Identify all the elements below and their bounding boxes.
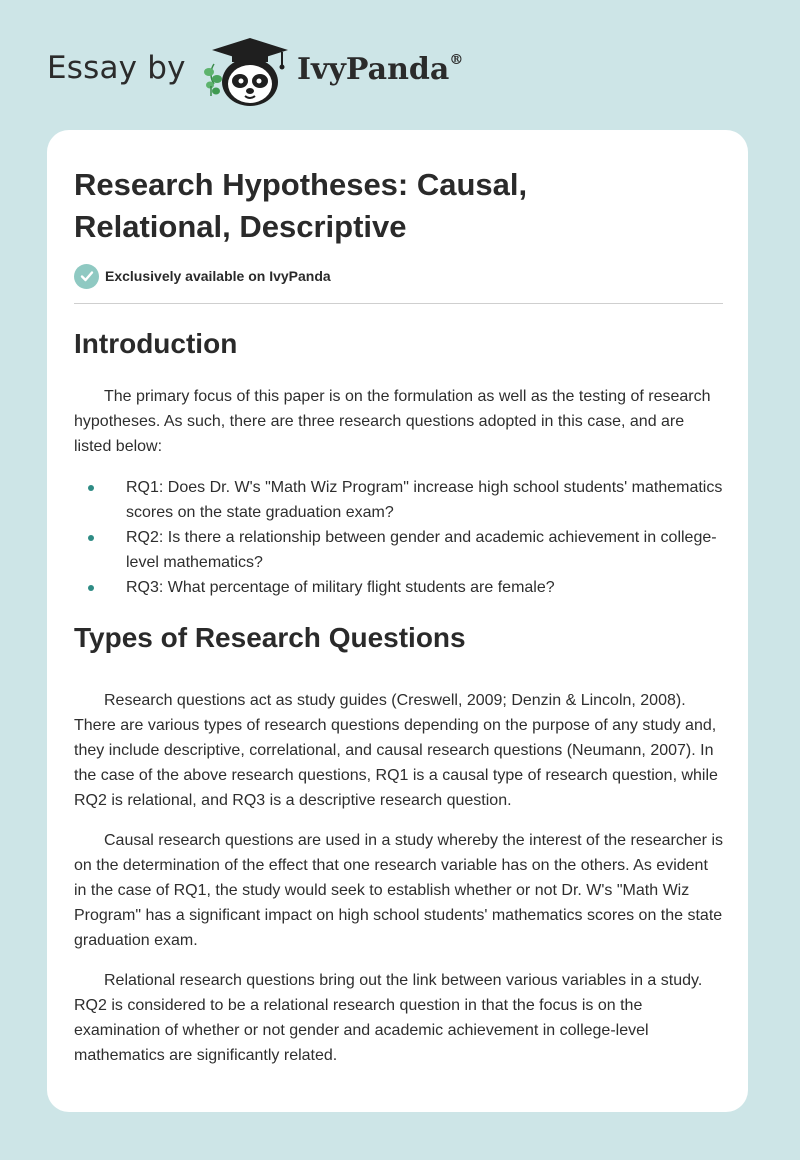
exclusive-label: Exclusively available on IvyPanda	[105, 268, 331, 284]
intro-paragraph: The primary focus of this paper is on the formulation as well as the testing of research hypotheses. As such, there are three research questions adopted in this case, and are listed below:	[74, 388, 711, 455]
list-item: RQ3: What percentage of military flight students are female?	[74, 575, 724, 600]
bullet-dot-icon	[88, 535, 94, 541]
research-questions-list	[74, 475, 724, 600]
registered-mark: ®	[449, 52, 464, 68]
article-body	[74, 320, 724, 1068]
checkmark-icon	[74, 264, 99, 289]
section-heading-types: Types of Research Questions	[74, 622, 466, 653]
exclusive-badge	[74, 263, 331, 289]
divider	[74, 303, 723, 304]
article-title: Research Hypotheses: Causal, Relational, Descriptive	[74, 167, 528, 244]
ivy-leaf-icon	[204, 64, 222, 96]
types-paragraph-3: Relational research questions bring out the link between various variables in a study. RQ2 is considered to be a relational research question in that the focus is on the examination of whether or not gender and academic achievement in college-level mathematics are significantly related.	[74, 972, 703, 1064]
bullet-dot-icon	[88, 485, 94, 491]
list-item: RQ1: Does Dr. W's "Math Wiz Program" increase high school students' mathematics scores on the state graduation exam?	[74, 475, 724, 525]
essay-by-label: Essay by	[47, 50, 186, 86]
panda-logo-icon[interactable]	[200, 34, 292, 110]
article-card	[47, 130, 748, 1112]
list-item: RQ2: Is there a relationship between gender and academic achievement in college-level mathematics?	[74, 525, 724, 575]
brand-name[interactable]: IvyPanda®	[297, 52, 464, 87]
types-paragraph-1: Research questions act as study guides (Creswell, 2009; Denzin & Lincoln, 2008). There are various types of research questions depending on the purpose of any study and, they include descriptive, correlational, and causal research questions (Neumann, 2007). In the case of the above research questions, RQ1 is a causal type of research question, while RQ2 is relational, and RQ3 is a descriptive research question.	[74, 692, 718, 809]
site-header	[47, 34, 507, 110]
bullet-dot-icon	[88, 585, 94, 591]
types-paragraph-2: Causal research questions are used in a study whereby the interest of the researcher is on the determination of the effect that one research variable has on the others. As evident in the case of RQ1, the study would seek to establish whether or not Dr. W's "Math Wiz Program" has a significant impact on high school students' mathematics scores on the state graduation exam.	[74, 832, 723, 949]
section-heading-introduction: Introduction	[74, 328, 238, 359]
